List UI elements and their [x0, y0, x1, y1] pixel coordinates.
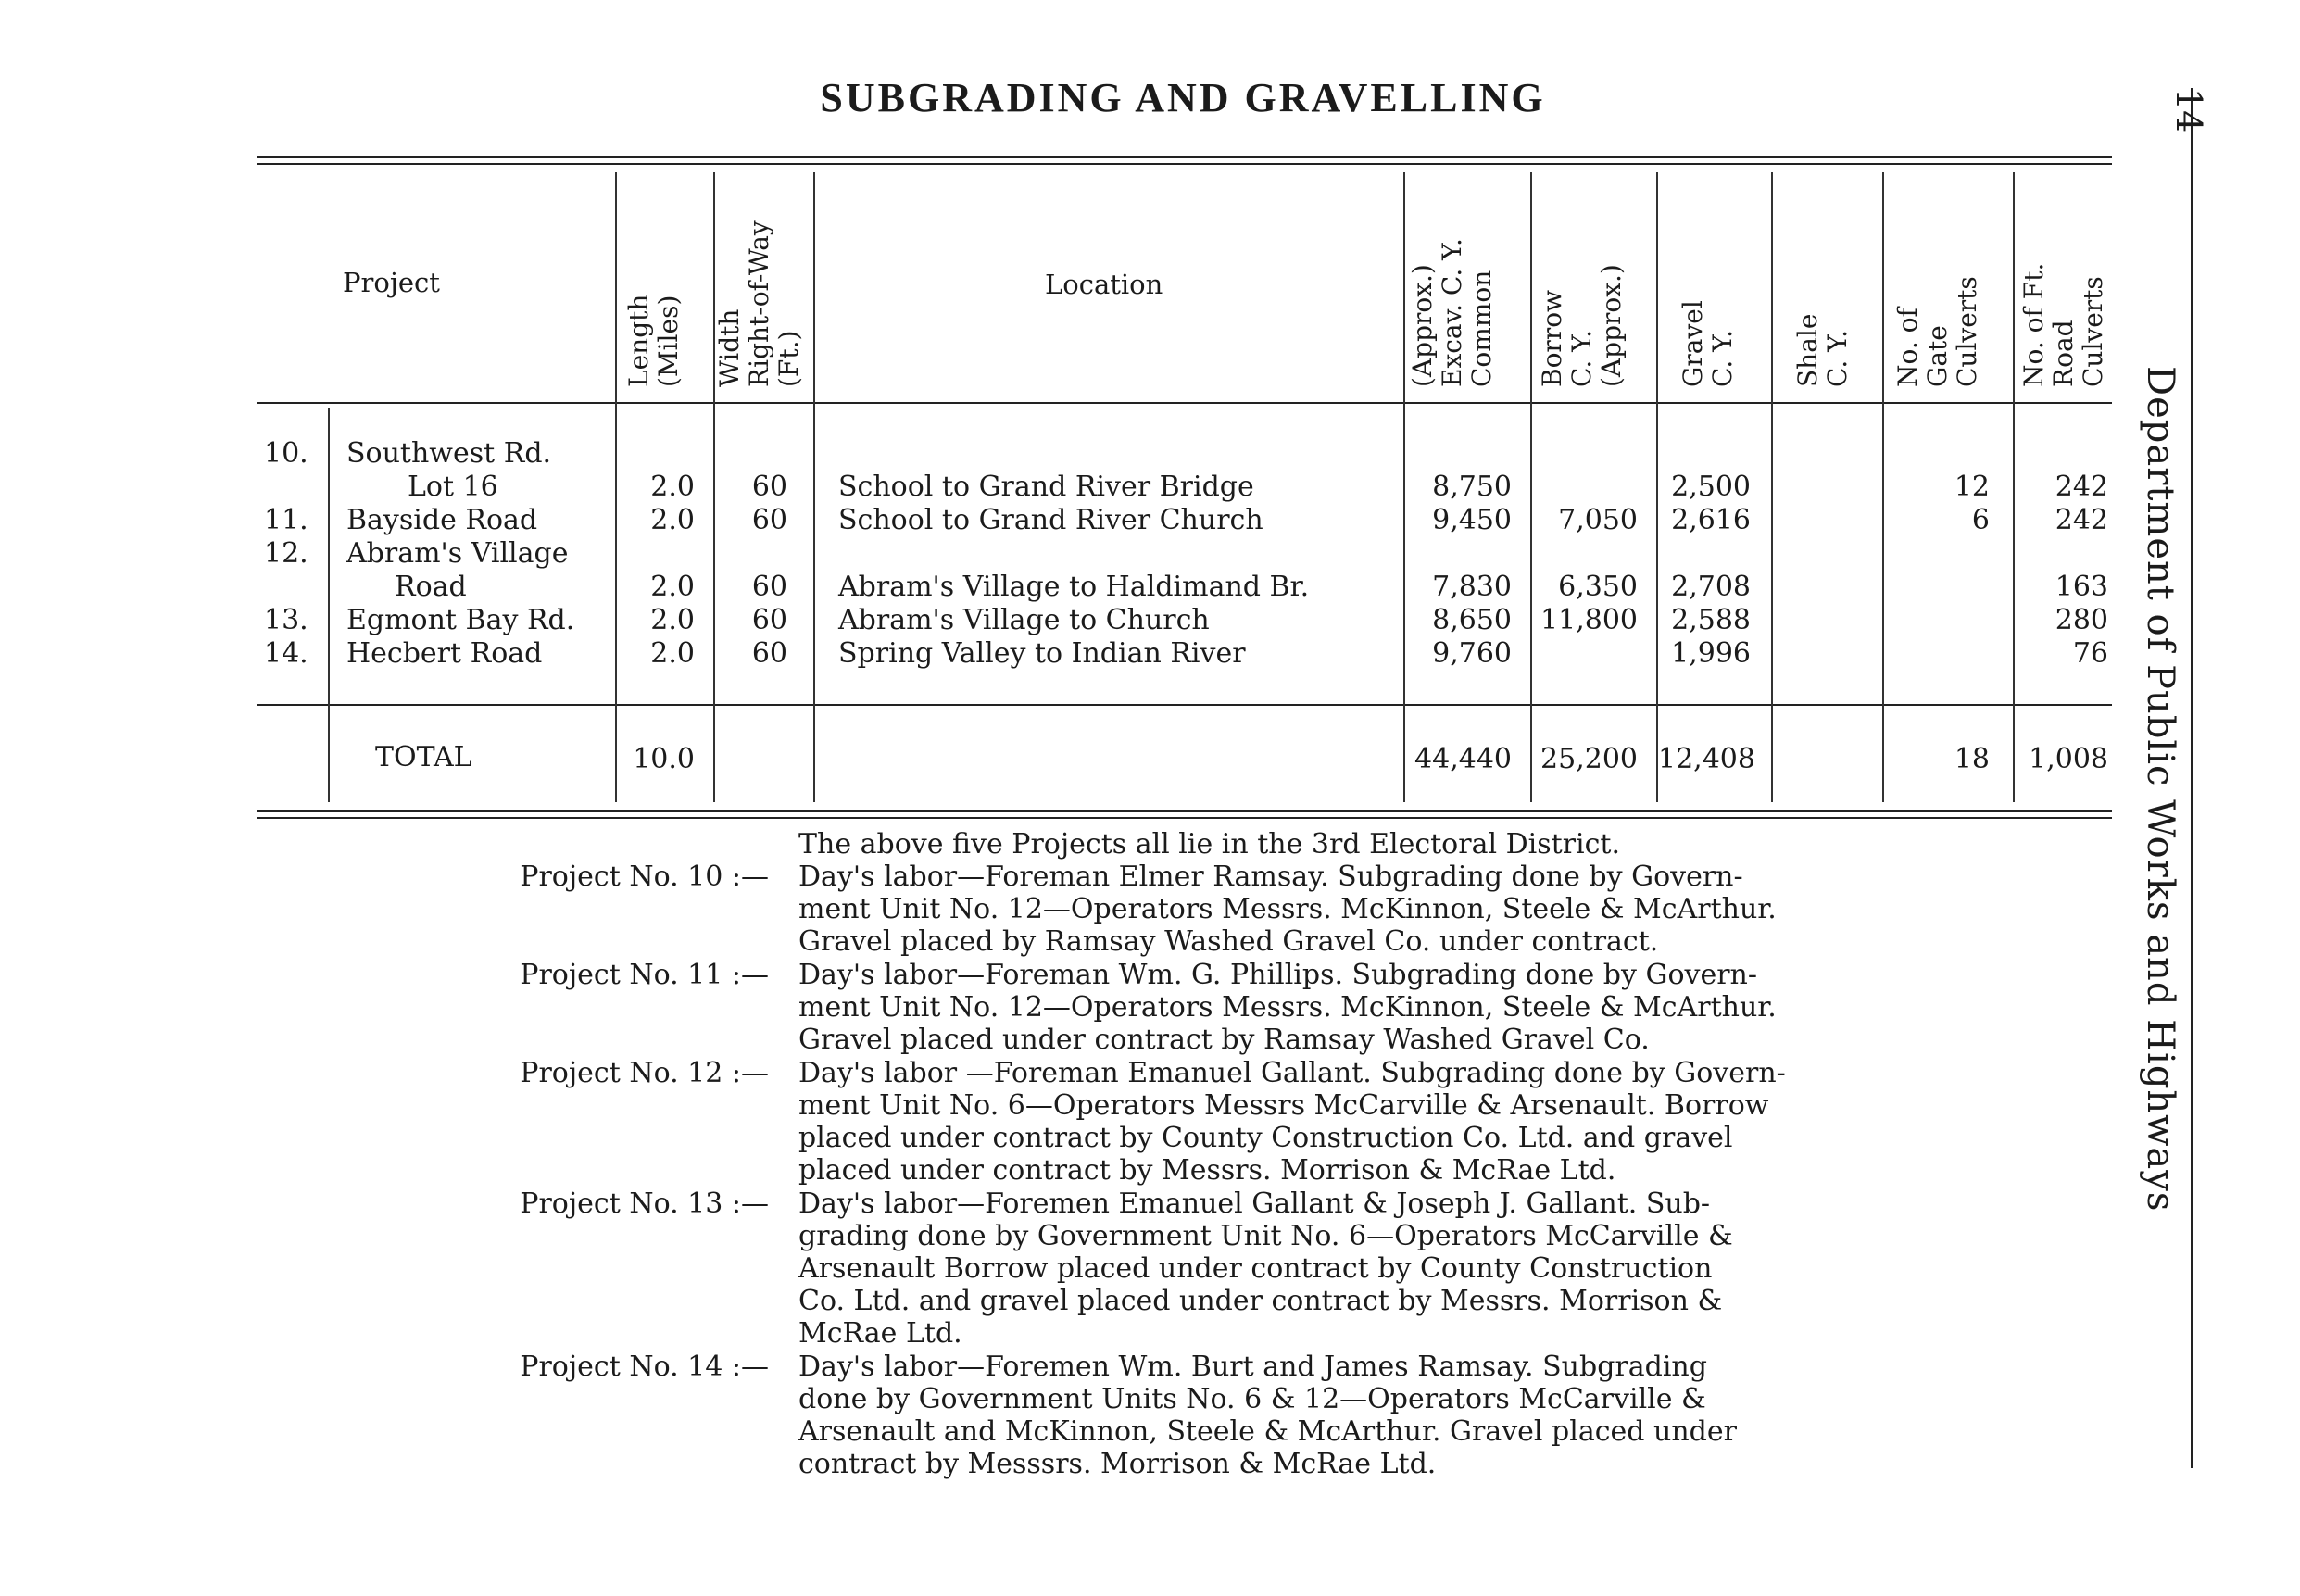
col-line: [1530, 172, 1532, 802]
total-borrow: 25,200: [1540, 743, 1638, 775]
row-location: Abram's Village to Church: [838, 604, 1210, 636]
note-line: ment Unit No. 12—Operators Messrs. McKinnon, Steele & McArthur.: [798, 893, 1777, 925]
note-line: done by Government Units No. 6 & 12—Operators McCarville &: [798, 1383, 1706, 1415]
row-gravel: 2,616: [1671, 504, 1751, 536]
note-line: ment Unit No. 6—Operators Messrs McCarville & Arsenault. Borrow: [798, 1089, 1769, 1122]
row-number: 14.: [264, 637, 308, 670]
total-road: 1,008: [2029, 743, 2108, 775]
note-label: Project No. 14 :—: [520, 1351, 769, 1383]
note-line: placed under contract by Messrs. Morrison & McRae Ltd.: [798, 1154, 1616, 1187]
row-project: Lot 16: [408, 471, 498, 503]
row-borrow: 6,350: [1558, 571, 1638, 603]
note-line: Gravel placed under contract by Ramsay Washed Gravel Co.: [798, 1024, 1650, 1056]
note-label: Project No. 10 :—: [520, 861, 769, 893]
note-line: Arsenault Borrow placed under contract by County Construction: [798, 1252, 1713, 1285]
row-excav: 9,760: [1432, 637, 1512, 670]
row-location: Spring Valley to Indian River: [838, 637, 1246, 670]
row-gravel: 2,588: [1671, 604, 1751, 636]
row-length: 2.0: [650, 471, 695, 503]
row-project: Hecbert Road: [346, 637, 543, 670]
row-project: Abram's Village: [346, 537, 569, 570]
row-gate: 12: [1954, 471, 1990, 503]
row-road: 242: [2055, 471, 2108, 503]
table-bottom-rule: [257, 810, 2112, 812]
note-line: Day's labor —Foreman Emanuel Gallant. Subgrading done by Govern-: [798, 1057, 1786, 1089]
header-excav: (Approx.) Excav. C. Y. Common: [1407, 238, 1497, 387]
total-gate: 18: [1954, 743, 1990, 775]
row-number: 10.: [264, 437, 308, 470]
note-label: Project No. 11 :—: [520, 959, 769, 991]
page-title: SUBGRADING AND GRAVELLING: [820, 75, 1546, 120]
note-line: McRae Ltd.: [798, 1317, 962, 1350]
header-shale: Shale C. Y.: [1792, 313, 1853, 387]
row-excav: 7,830: [1432, 571, 1512, 603]
note-line: Gravel placed by Ramsay Washed Gravel Co. under contract.: [798, 925, 1659, 958]
note-line: Day's labor—Foreman Wm. G. Phillips. Subgrading done by Govern-: [798, 959, 1758, 991]
total-top-rule: [257, 704, 2112, 706]
row-excav: 8,650: [1432, 604, 1512, 636]
header-project: Project: [343, 267, 440, 298]
header-borrow: Borrow C. Y. (Approx.): [1537, 264, 1627, 387]
row-length: 2.0: [650, 604, 695, 636]
notes-intro: The above five Projects all lie in the 3rd Electoral District.: [798, 828, 1621, 861]
table-top-rule-2: [257, 163, 2112, 165]
table-bottom-rule-2: [257, 817, 2112, 819]
col-line: [1882, 172, 1884, 802]
header-location: Location: [1045, 269, 1163, 300]
note-line: Day's labor—Foremen Emanuel Gallant & Joseph J. Gallant. Sub-: [798, 1188, 1711, 1220]
row-number: 12.: [264, 537, 308, 570]
note-label: Project No. 12 :—: [520, 1057, 769, 1089]
row-width: 60: [751, 637, 787, 670]
row-number: 13.: [264, 604, 308, 636]
row-excav: 8,750: [1432, 471, 1512, 503]
row-width: 60: [751, 604, 787, 636]
row-road: 280: [2055, 604, 2108, 636]
row-length: 2.0: [650, 504, 695, 536]
header-gravel: Gravel C. Y.: [1678, 300, 1738, 387]
row-length: 2.0: [650, 637, 695, 670]
row-gate: 6: [1971, 504, 1990, 536]
col-line: [615, 172, 617, 802]
header-gate-culverts: No. of Gate Culverts: [1892, 276, 1982, 387]
row-gravel: 2,500: [1671, 471, 1751, 503]
note-line: Day's labor—Foreman Elmer Ramsay. Subgrading done by Govern-: [798, 861, 1743, 893]
row-road: 163: [2055, 571, 2108, 603]
col-line: [1403, 172, 1405, 802]
row-borrow: 7,050: [1558, 504, 1638, 536]
note-label: Project No. 13 :—: [520, 1188, 769, 1220]
total-excav: 44,440: [1414, 743, 1512, 775]
header-road-culverts: No. of Ft. Road Culverts: [2018, 262, 2108, 387]
note-line: ment Unit No. 12—Operators Messrs. McKinnon, Steele & McArthur.: [798, 991, 1777, 1024]
row-road: 76: [2072, 637, 2108, 670]
note-line: Co. Ltd. and gravel placed under contract by Messrs. Morrison &: [798, 1285, 1723, 1317]
note-line: grading done by Government Unit No. 6—Operators McCarville &: [798, 1220, 1733, 1252]
page-number: 14: [2168, 88, 2209, 133]
note-line: Day's labor—Foremen Wm. Burt and James Ramsay. Subgrading: [798, 1351, 1707, 1383]
col-line: [328, 408, 330, 802]
row-project: Road: [395, 571, 467, 603]
col-line: [2013, 172, 2015, 802]
row-location: Abram's Village to Haldimand Br.: [838, 571, 1310, 603]
row-excav: 9,450: [1432, 504, 1512, 536]
col-line: [1771, 172, 1773, 802]
table-top-rule: [257, 156, 2112, 158]
header-length: Length (Miles): [623, 294, 684, 387]
total-length: 10.0: [633, 743, 695, 775]
row-width: 60: [751, 504, 787, 536]
row-borrow: 11,800: [1540, 604, 1638, 636]
row-location: School to Grand River Bridge: [838, 471, 1254, 503]
row-gravel: 2,708: [1671, 571, 1751, 603]
col-line: [813, 172, 815, 802]
row-number: 11.: [264, 504, 308, 536]
row-width: 60: [751, 571, 787, 603]
row-project: Bayside Road: [346, 504, 538, 536]
total-gravel: 12,408: [1658, 743, 1755, 775]
note-line: contract by Messsrs. Morrison & McRae Ltd.: [798, 1448, 1437, 1480]
row-project: Egmont Bay Rd.: [346, 604, 575, 636]
running-head: Department of Public Works and Highways: [2139, 366, 2181, 1213]
note-line: Arsenault and McKinnon, Steele & McArthur. Gravel placed under: [798, 1415, 1737, 1448]
row-road: 242: [2055, 504, 2108, 536]
note-line: placed under contract by County Construction Co. Ltd. and gravel: [798, 1122, 1733, 1154]
row-length: 2.0: [650, 571, 695, 603]
total-label: TOTAL: [375, 741, 472, 773]
row-project: Southwest Rd.: [346, 437, 552, 470]
row-gravel: 1,996: [1671, 637, 1751, 670]
row-location: School to Grand River Church: [838, 504, 1263, 536]
header-bottom-rule: [257, 402, 2112, 404]
row-width: 60: [751, 471, 787, 503]
header-width: Width Right-of-Way (Ft.): [714, 220, 804, 387]
side-rule: [2191, 88, 2193, 1468]
